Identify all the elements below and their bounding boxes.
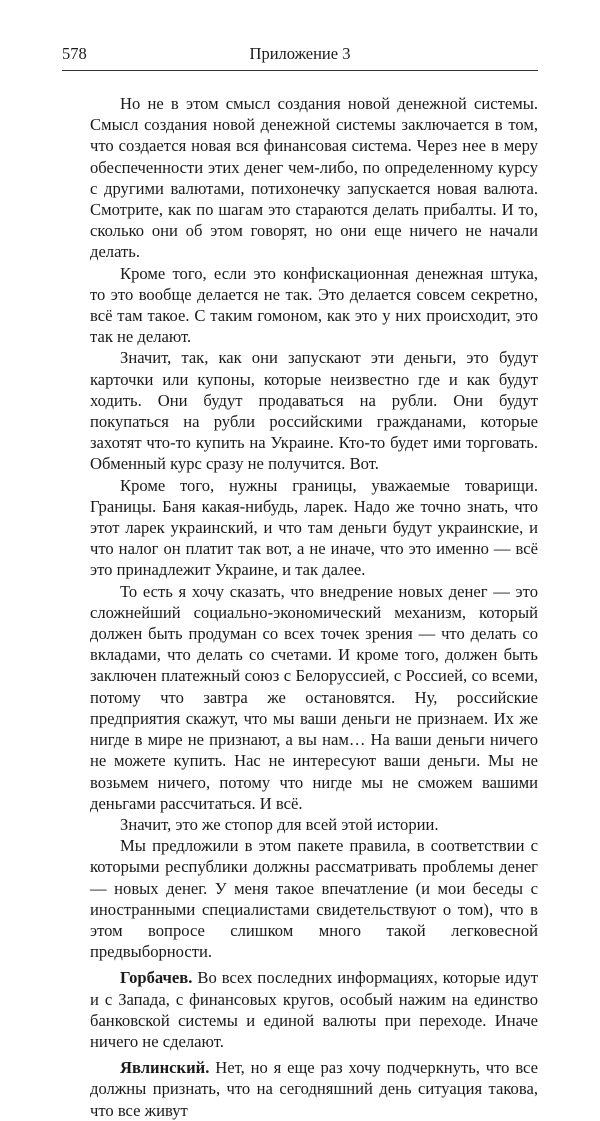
paragraph-text: Значит, так, как они запускают эти деньги, это будут карточки или купоны, которые неизвестно где и как будут ходить. Они будут продаваться на рубли. Они будут покупаться на рубли российскими гражданами, которые захотят что-то купить на Украине. Кто-то будет ими торговать. Обменный курс сразу не получится. Вот. <box>90 348 538 474</box>
paragraph <box>90 93 538 263</box>
paragraph <box>90 814 538 835</box>
speaker-paragraph <box>90 967 538 1052</box>
running-title: Приложение 3 <box>249 44 351 63</box>
paragraph-text: Во всех последних информациях, которые идут и с Запада, с финансовых кругов, особый нажим на единство банковской системы и единой валюты при переходе. Иначе ничего не сделают. <box>90 968 538 1051</box>
header-rule <box>62 70 538 71</box>
paragraph <box>90 263 538 348</box>
speaker-paragraph <box>90 1057 538 1121</box>
paragraph-text: Нет, но я еще раз хочу подчеркнуть, что все должны признать, что на сегодняшний день ситуация такова, что все живут <box>90 1058 538 1120</box>
paragraph <box>90 581 538 814</box>
paragraph-text: Кроме того, нужны границы, уважаемые товарищи. Границы. Баня какая-нибудь, ларек. Надо же точно знать, что этот ларек украинский, и что там деньги будут украинские, и что налог он платит так вот, а не иначе, что это именно — всё это принадлежит Украине, и так далее. <box>90 475 538 580</box>
speaker-name: Явлинский. <box>120 1058 210 1078</box>
paragraph-text: Но не в этом смысл создания новой денежной системы. Смысл создания новой денежной системы заключается в том, что создается новая вся финансовая система. Через нее в меру обеспеченности этих денег чем-либо, по определенному курсу с другими валютами, потихонечку запускается новая валюта. Смотрите, как по шагам это стараются делать прибалты. И то, сколько они об этом говорят, но они еще ничего не начали делать. <box>90 94 538 262</box>
paragraph <box>90 835 538 962</box>
paragraph-text: Мы предложили в этом пакете правила, в соответствии с которыми республики должны рассматривать проблемы денег — новых денег. У меня такое впечатление (и мои беседы с иностранными специалистами свидетельствуют о том), что в этом вопросе слишком много такой легковесной предвыборности. <box>90 836 538 962</box>
paragraph-text: Кроме того, если это конфискационная денежная штука, то это вообще делается не так. Это делается совсем секретно, всё там такое. С таким гомоном, как это у них происходит, это так не делают. <box>90 263 538 347</box>
page-number: 578 <box>62 44 87 63</box>
paragraph-text: Значит, это же стопор для всей этой истории. <box>120 814 439 834</box>
page-header <box>62 44 538 66</box>
paragraph <box>90 475 538 581</box>
paragraph-text: То есть я хочу сказать, что внедрение новых денег — это сложнейший социально-экономический механизм, который должен быть продуман со всех точек зрения — что делать со вкладами, что делать со счетами. И кроме того, должен быть заключен платежный союз с Белоруссией, с Россией, со всеми, потому что завтра же остановятся. Ну, российские предприятия скажут, что мы ваши деньги не признаем. Их же нигде в мире не признают, а вы нам… На ваши деньги ничего не можете купить. Нас не интересуют ваши деньги. Мы не возьмем ничего, потому что нигде мы не сможем вашими деньгами рассчитаться. И всё. <box>90 581 538 813</box>
body-text <box>90 93 538 1121</box>
speaker-name: Горбачев. <box>120 968 193 988</box>
paragraph <box>90 347 538 474</box>
